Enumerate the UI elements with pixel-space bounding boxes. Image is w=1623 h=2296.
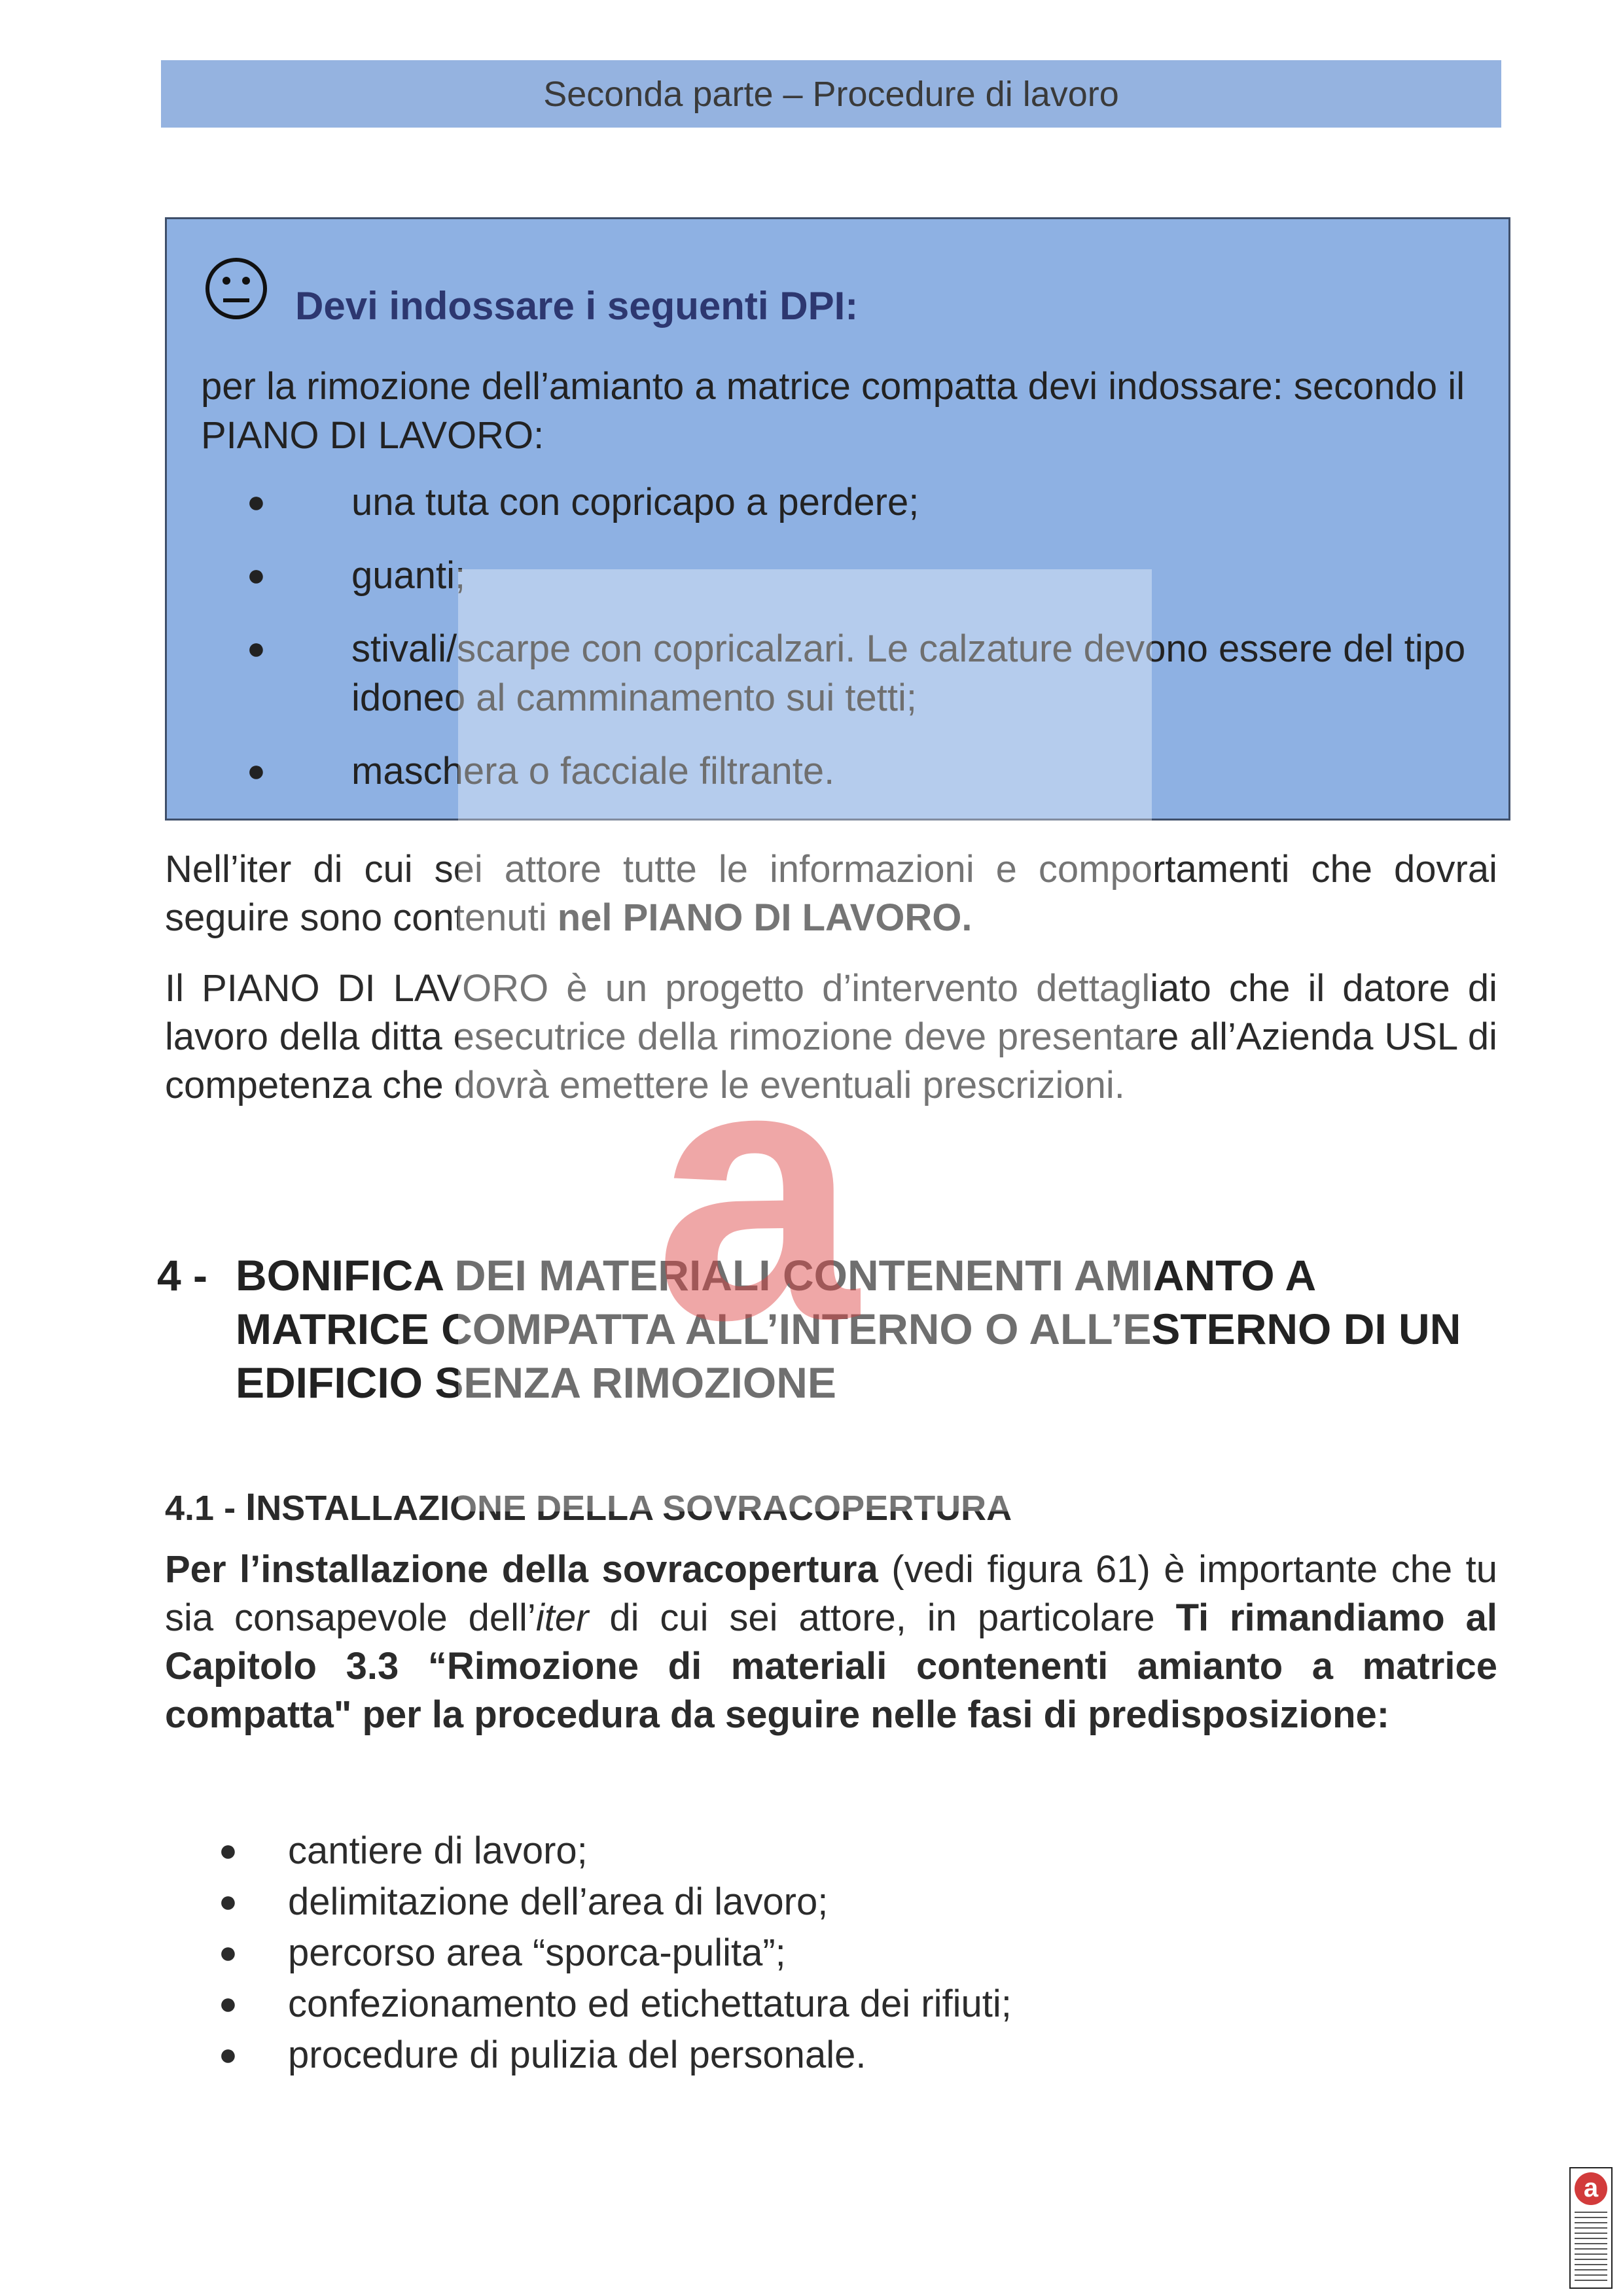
dpi-intro: per la rimozione dell’amianto a matrice compatta devi indossare: secondo il PIANO DI LAVORO: <box>201 365 1465 457</box>
list-item: ● confezionamento ed etichettatura dei rifiuti; <box>165 1979 1474 2030</box>
section-title: BONIFICA DEI MATERIALI CONTENENTI AMIANTO A MATRICE COMPATTA ALL’INTERNO O ALL’ESTERNO DI UN EDIFICIO SENZA RIMOZIONE <box>236 1251 1461 1407</box>
list-item: ● delimitazione dell’area di lavoro; <box>165 1877 1474 1928</box>
list-item: ● maschera o facciale filtrante. <box>201 747 1484 796</box>
bullet-icon: ● <box>219 1935 238 1970</box>
watermark-logo: a <box>654 986 859 1396</box>
bullet-icon: ● <box>247 558 266 593</box>
bullet-icon: ● <box>219 1884 238 1919</box>
corner-logo <box>1569 2167 1613 2289</box>
list-item: ● cantiere di lavoro; <box>165 1826 1474 1877</box>
paragraph-piano-di-lavoro: Il PIANO DI LAVORO è un progetto d’intervento dettagliato che il datore di lavoro della ditta esecutrice della rimozione deve presentare all’Azienda USL di competenza che dovrà emettere le eventuali prescrizioni. <box>165 967 1497 1106</box>
bullet-icon: ● <box>247 754 266 788</box>
predisposition-list <box>165 1826 1474 2081</box>
list-item: ● guanti; <box>201 551 1484 600</box>
logo-fine-print <box>1575 2212 1607 2284</box>
neutral-face-icon <box>204 256 269 321</box>
list-item: ● stivali/scarpe con copricalzari. Le calzature devono essere del tipo idoneo al camminamento sui tetti; <box>201 624 1484 722</box>
list-item: ● percorso area “sporca-pulita”; <box>165 1928 1474 1979</box>
bullet-icon: ● <box>247 631 266 666</box>
paragraph-sovracopertura: Per l’installazione della sovracopertura (vedi figura 61) è importante che tu sia consapevole dell’iter di cui sei attore, in particolare Ti rimandiamo al Capitolo 3.3 “Rimozione di materiali contenenti amianto a matrice compatta" per la procedura da seguire nelle fasi di predisposizione: <box>165 1548 1497 1736</box>
subsection-heading: 4.1 - INSTALLAZIONE DELLA SOVRACOPERTURA <box>165 1486 1012 1528</box>
list-item: ● una tuta con copricapo a perdere; <box>201 478 1484 527</box>
bullet-icon: ● <box>219 2038 238 2072</box>
list-item: ● procedure di pulizia del personale. <box>165 2030 1474 2081</box>
dpi-list <box>201 478 1484 820</box>
dpi-callout-box <box>165 217 1510 821</box>
bullet-icon: ● <box>247 485 266 520</box>
dpi-title: Devi indossare i seguenti DPI: <box>295 284 859 328</box>
paragraph-iter: Nell’iter di cui sei attore tutte le informazioni e comportamenti che dovrai seguire sono contenuti nel PIANO DI LAVORO. <box>165 848 1497 939</box>
logo-icon: a <box>1575 2172 1607 2205</box>
header-title: Seconda parte – Procedure di lavoro <box>543 74 1119 114</box>
page-header <box>161 60 1501 128</box>
section-number: 4 - <box>157 1251 208 1299</box>
bullet-icon: ● <box>219 1833 238 1868</box>
bullet-icon: ● <box>219 1987 238 2021</box>
